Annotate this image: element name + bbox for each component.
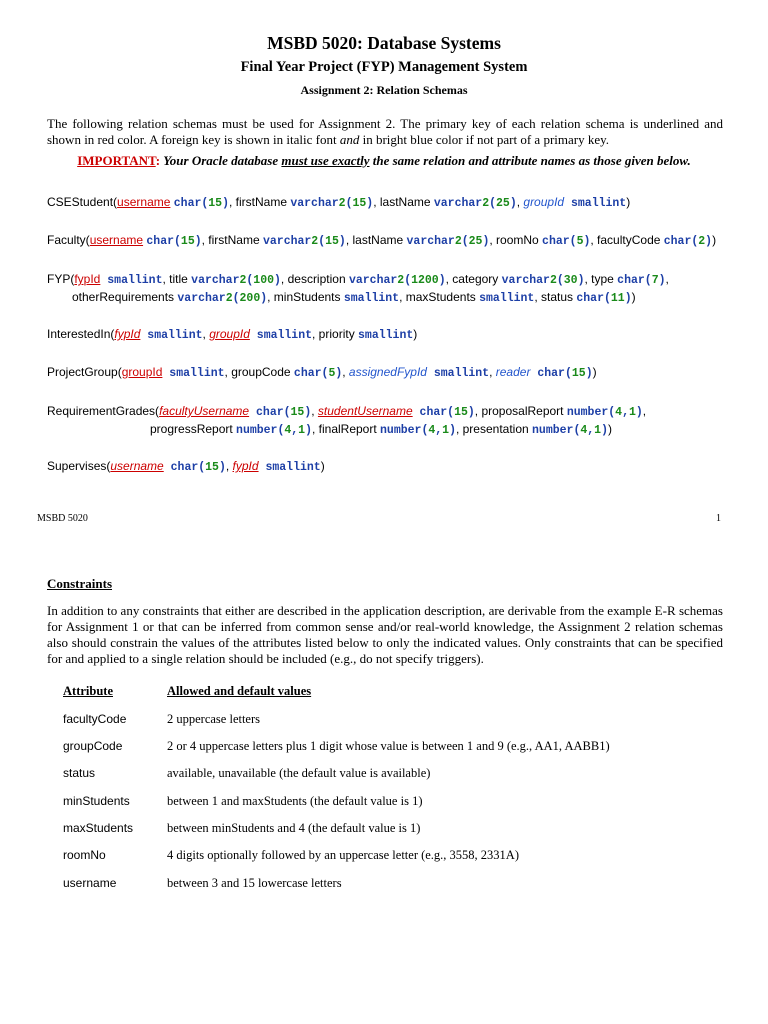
attr-type bbox=[100, 274, 162, 287]
separator: , bbox=[342, 365, 349, 379]
constraints-paragraph: In addition to any constraints that either are described in the application description, are derivable from the example E-R schemas for Assignment 1 or that can be inferred from common sense and/or real-world knowledge, the Assignment 2 relation schemas also should constrain the values of the attributes listed below to only the indicated values. Only constraints that can be specified for and applied to a single relation should be included (e.g., do not specify triggers). bbox=[47, 603, 723, 666]
type-keyword: char( bbox=[293, 367, 329, 380]
type-keyword: , bbox=[291, 424, 299, 437]
type-keyword: smallint bbox=[140, 329, 203, 342]
type-keyword: ( bbox=[556, 274, 564, 287]
attr: , category bbox=[445, 272, 502, 286]
type-keyword: char( bbox=[576, 292, 611, 305]
schema-supervises bbox=[47, 458, 325, 476]
type-keyword: char( bbox=[663, 235, 699, 248]
pk-attr: username bbox=[117, 195, 171, 209]
attribute-values: 2 uppercase letters bbox=[167, 712, 261, 726]
type-keyword: ( bbox=[232, 292, 240, 305]
attr: otherRequirements bbox=[72, 290, 178, 304]
type-keyword: char( bbox=[542, 235, 577, 248]
attr: , proposalReport bbox=[474, 404, 567, 418]
schema-end: ) bbox=[712, 233, 717, 247]
attr-type bbox=[162, 367, 224, 380]
attribute-name: facultyCode bbox=[63, 712, 127, 726]
type-keyword: smallint bbox=[249, 329, 313, 342]
type-keyword: ) bbox=[601, 424, 608, 437]
type-keyword: ( bbox=[345, 197, 353, 210]
attr-type bbox=[146, 235, 201, 248]
type-keyword: varchar bbox=[433, 197, 483, 210]
attr: , priority bbox=[312, 327, 359, 341]
separator: , bbox=[516, 195, 524, 209]
schema-end: ) bbox=[626, 195, 631, 209]
type-keyword: char( bbox=[249, 406, 291, 419]
type-keyword: varchar bbox=[262, 235, 312, 248]
type-size: 15 bbox=[454, 406, 468, 419]
fk-attr: groupId bbox=[523, 195, 565, 209]
type-size: 15 bbox=[208, 197, 223, 210]
schema-name: ProjectGroup( bbox=[47, 365, 122, 379]
type-keyword: smallint bbox=[426, 367, 490, 380]
type-keyword: ( bbox=[318, 235, 326, 248]
intro-text-a: The following relation schemas must be used for Assignment 2. The primary key of each relation schema is underlined and shown in red color. A foreign key is shown in italic font bbox=[47, 116, 723, 147]
schema-csestudent bbox=[47, 194, 630, 212]
schema-requirementgrades bbox=[47, 403, 646, 439]
type-size: 1 bbox=[594, 424, 602, 437]
type-keyword: , bbox=[435, 424, 443, 437]
schema-projectgroup bbox=[47, 364, 597, 382]
type-keyword: ) bbox=[194, 235, 202, 248]
type-size: 15 bbox=[290, 406, 305, 419]
type-size: 15 bbox=[571, 367, 586, 380]
attr: , lastName bbox=[373, 195, 434, 209]
pk-fk-attr: username bbox=[110, 459, 164, 473]
type-keyword: ( bbox=[489, 197, 496, 210]
attr-type bbox=[358, 329, 413, 342]
type-keyword: ) bbox=[624, 292, 632, 305]
type-size: 4 bbox=[580, 424, 588, 437]
schema-end: ) bbox=[631, 290, 636, 304]
attr-type bbox=[140, 329, 202, 342]
intro-text-and: and bbox=[339, 132, 360, 147]
attribute-values: available, unavailable (the default value is available) bbox=[167, 766, 431, 780]
schema-interestedin bbox=[47, 326, 417, 344]
type-keyword: ) bbox=[509, 197, 517, 210]
important-colon: : bbox=[155, 153, 164, 168]
attr: , description bbox=[280, 272, 349, 286]
type-keyword: smallint bbox=[358, 329, 414, 342]
intro-text-b: in bright blue color if not part of a primary key. bbox=[359, 132, 610, 147]
type-keyword: ( bbox=[404, 274, 412, 287]
schema-fyp bbox=[47, 271, 669, 307]
type-size: 1 bbox=[298, 424, 306, 437]
type-keyword: ) bbox=[335, 367, 343, 380]
attr-type bbox=[174, 197, 229, 210]
attr-type bbox=[530, 367, 592, 380]
column-header-values: Allowed and default values bbox=[167, 684, 312, 698]
attr-type bbox=[259, 461, 321, 474]
attr: , status bbox=[534, 290, 577, 304]
important-part2: must use exactly bbox=[281, 153, 370, 168]
type-size: 4 bbox=[284, 424, 292, 437]
attr-type bbox=[564, 197, 626, 210]
schema-end: ) bbox=[320, 459, 325, 473]
schema-name: InterestedIn( bbox=[47, 327, 115, 341]
schema-name: Supervises( bbox=[47, 459, 111, 473]
attr-type bbox=[542, 235, 590, 248]
attr: , minStudents bbox=[267, 290, 344, 304]
attr-type bbox=[249, 406, 311, 419]
type-keyword: varchar bbox=[406, 235, 455, 248]
type-keyword: varchar bbox=[501, 274, 550, 287]
type-keyword: number( bbox=[380, 424, 429, 437]
type-size: 2 bbox=[225, 292, 233, 305]
attr: , type bbox=[584, 272, 618, 286]
type-keyword: ) bbox=[222, 197, 229, 210]
type-size: 30 bbox=[563, 274, 578, 287]
attr-type bbox=[576, 292, 631, 305]
type-keyword: smallint bbox=[564, 197, 627, 210]
attr: , groupCode bbox=[224, 365, 294, 379]
attr-type bbox=[344, 292, 399, 305]
separator: , bbox=[225, 459, 233, 473]
attr-type bbox=[567, 406, 643, 419]
pk-attr: fypId bbox=[74, 272, 101, 286]
type-size: 15 bbox=[325, 235, 339, 248]
pk-fk-attr: facultyUsername bbox=[159, 404, 250, 418]
type-size: 4 bbox=[615, 406, 623, 419]
schema-line-2 bbox=[47, 421, 646, 439]
attr-type bbox=[479, 292, 534, 305]
type-size: 2 bbox=[482, 197, 490, 210]
attr: , firstName bbox=[201, 233, 263, 247]
important-note bbox=[0, 153, 768, 169]
type-keyword: smallint bbox=[258, 461, 321, 474]
separator: , bbox=[311, 404, 318, 418]
important-part1: Your Oracle database bbox=[163, 153, 282, 168]
type-keyword: ) bbox=[583, 235, 591, 248]
type-size: 5 bbox=[328, 367, 336, 380]
schema-name: FYP( bbox=[47, 272, 75, 286]
pk-fk-attr: studentUsername bbox=[317, 404, 413, 418]
type-size: 1 bbox=[628, 406, 636, 419]
type-keyword: ) bbox=[467, 406, 475, 419]
attribute-name: minStudents bbox=[63, 794, 130, 808]
attr: , facultyCode bbox=[590, 233, 664, 247]
type-size: 2 bbox=[338, 197, 346, 210]
attr-type bbox=[413, 406, 475, 419]
attr-type bbox=[236, 424, 312, 437]
intro-paragraph bbox=[47, 116, 723, 148]
attr-type bbox=[177, 292, 267, 305]
attr-type bbox=[349, 274, 446, 287]
type-keyword: ) bbox=[658, 274, 666, 287]
attribute-name: groupCode bbox=[63, 739, 123, 753]
type-keyword: smallint bbox=[479, 292, 535, 305]
attr: progressReport bbox=[150, 422, 237, 436]
type-keyword: char( bbox=[146, 235, 181, 248]
attribute-values: between 1 and maxStudents (the default value is 1) bbox=[167, 794, 423, 808]
type-size: 2 bbox=[397, 274, 405, 287]
type-keyword: , bbox=[622, 406, 629, 419]
type-size: 2 bbox=[239, 274, 247, 287]
type-keyword: char( bbox=[617, 274, 652, 287]
pk-fk-attr: fypId bbox=[232, 459, 259, 473]
footer-course: MSBD 5020 bbox=[37, 513, 88, 524]
attr-type bbox=[263, 235, 346, 248]
important-part3: the same relation and attribute names as those given below. bbox=[369, 153, 691, 168]
type-keyword: number( bbox=[566, 406, 616, 419]
type-keyword: char( bbox=[163, 461, 206, 474]
attribute-values: 4 digits optionally followed by an uppercase letter (e.g., 3558, 2331A) bbox=[167, 848, 520, 862]
type-keyword: varchar bbox=[348, 274, 398, 287]
type-size: 200 bbox=[239, 292, 261, 305]
type-keyword: ) bbox=[338, 235, 346, 248]
attr: , title bbox=[162, 272, 192, 286]
schema-name: Faculty( bbox=[47, 233, 90, 247]
constraints-heading: Constraints bbox=[47, 576, 113, 591]
type-keyword: ( bbox=[246, 274, 254, 287]
attr-type bbox=[294, 367, 342, 380]
type-keyword: ) bbox=[577, 274, 585, 287]
attr-type bbox=[427, 367, 489, 380]
type-keyword: number( bbox=[532, 424, 581, 437]
column-header-attribute: Attribute bbox=[63, 684, 113, 698]
type-keyword: ) bbox=[274, 274, 281, 287]
type-keyword: ) bbox=[585, 367, 593, 380]
type-keyword: ) bbox=[705, 235, 713, 248]
type-keyword: ) bbox=[635, 406, 643, 419]
type-keyword: ( bbox=[461, 235, 469, 248]
type-keyword: ) bbox=[305, 424, 312, 437]
attr-type bbox=[380, 424, 456, 437]
type-keyword: varchar bbox=[191, 274, 240, 287]
type-size: 25 bbox=[468, 235, 483, 248]
attr: , lastName bbox=[345, 233, 407, 247]
type-size: 11 bbox=[610, 292, 625, 305]
attr: , roomNo bbox=[489, 233, 543, 247]
type-size: 2 bbox=[549, 274, 557, 287]
type-keyword: smallint bbox=[162, 367, 225, 380]
attr: , presentation bbox=[455, 422, 533, 436]
type-keyword: , bbox=[587, 424, 595, 437]
schema-end: ) bbox=[413, 327, 418, 341]
type-size: 15 bbox=[205, 461, 219, 474]
separator: , bbox=[665, 272, 669, 286]
attr-type bbox=[191, 274, 281, 287]
fk-attr: assignedFypId bbox=[348, 365, 427, 379]
type-keyword: varchar bbox=[177, 292, 226, 305]
attribute-values: between minStudents and 4 (the default value is 1) bbox=[167, 821, 421, 835]
schema-line-2 bbox=[47, 289, 669, 307]
type-keyword: ) bbox=[438, 274, 446, 287]
attr-type bbox=[664, 235, 712, 248]
type-size: 25 bbox=[496, 197, 510, 210]
pk-attr: groupId bbox=[121, 365, 163, 379]
type-keyword: char( bbox=[530, 367, 572, 380]
type-size: 5 bbox=[576, 235, 584, 248]
important-label: IMPORTANT bbox=[77, 153, 156, 168]
type-size: 15 bbox=[352, 197, 367, 210]
attr-type bbox=[290, 197, 373, 210]
attr-type bbox=[617, 274, 665, 287]
type-size: 1200 bbox=[411, 274, 439, 287]
pk-attr: username bbox=[89, 233, 144, 247]
attr-type bbox=[407, 235, 490, 248]
attribute-name: maxStudents bbox=[63, 821, 134, 835]
footer-page-number: 1 bbox=[716, 513, 721, 524]
type-keyword: ) bbox=[218, 461, 226, 474]
attr-type bbox=[250, 329, 312, 342]
type-size: 100 bbox=[253, 274, 275, 287]
schema-name: RequirementGrades( bbox=[47, 404, 160, 418]
attribute-name: roomNo bbox=[63, 848, 106, 862]
type-keyword: ) bbox=[304, 406, 312, 419]
type-keyword: ) bbox=[366, 197, 374, 210]
type-size: 2 bbox=[698, 235, 706, 248]
attr-type bbox=[164, 461, 226, 474]
type-size: 7 bbox=[651, 274, 659, 287]
type-keyword: char( bbox=[173, 197, 209, 210]
separator: , bbox=[489, 365, 496, 379]
document-subtitle: Final Year Project (FYP) Management System bbox=[240, 59, 528, 75]
type-size: 2 bbox=[454, 235, 462, 248]
attr-type bbox=[502, 274, 585, 287]
attribute-name: status bbox=[63, 766, 96, 780]
type-size: 15 bbox=[180, 235, 195, 248]
separator: , bbox=[202, 327, 210, 341]
type-keyword: varchar bbox=[290, 197, 339, 210]
schema-name: CSEStudent( bbox=[47, 195, 118, 209]
separator: , bbox=[642, 404, 647, 418]
schema-faculty bbox=[47, 232, 716, 250]
fk-attr: reader bbox=[495, 365, 531, 379]
attr-type bbox=[532, 424, 608, 437]
pk-fk-attr: groupId bbox=[209, 327, 250, 341]
attr: , maxStudents bbox=[399, 290, 480, 304]
type-keyword: char( bbox=[412, 406, 455, 419]
attribute-values: 2 or 4 uppercase letters plus 1 digit whose value is between 1 and 9 (e.g., AA1, AABB1) bbox=[167, 739, 610, 753]
schema-end: ) bbox=[592, 365, 597, 379]
pk-fk-attr: fypId bbox=[114, 327, 141, 341]
type-keyword: ) bbox=[260, 292, 268, 305]
type-keyword: smallint bbox=[100, 274, 163, 287]
schema-end: ) bbox=[607, 422, 612, 436]
type-keyword: number( bbox=[236, 424, 285, 437]
assignment-heading: Assignment 2: Relation Schemas bbox=[300, 83, 468, 97]
attribute-name: username bbox=[63, 876, 117, 890]
type-keyword: smallint bbox=[343, 292, 400, 305]
document-title: MSBD 5020: Database Systems bbox=[267, 33, 501, 53]
type-size: 4 bbox=[428, 424, 436, 437]
attribute-values: between 3 and 15 lowercase letters bbox=[167, 876, 342, 890]
attr: , firstName bbox=[229, 195, 291, 209]
type-size: 1 bbox=[442, 424, 450, 437]
type-size: 2 bbox=[311, 235, 319, 248]
type-keyword: ) bbox=[482, 235, 490, 248]
type-keyword: ) bbox=[449, 424, 456, 437]
attr: , finalReport bbox=[311, 422, 381, 436]
attr-type bbox=[434, 197, 517, 210]
